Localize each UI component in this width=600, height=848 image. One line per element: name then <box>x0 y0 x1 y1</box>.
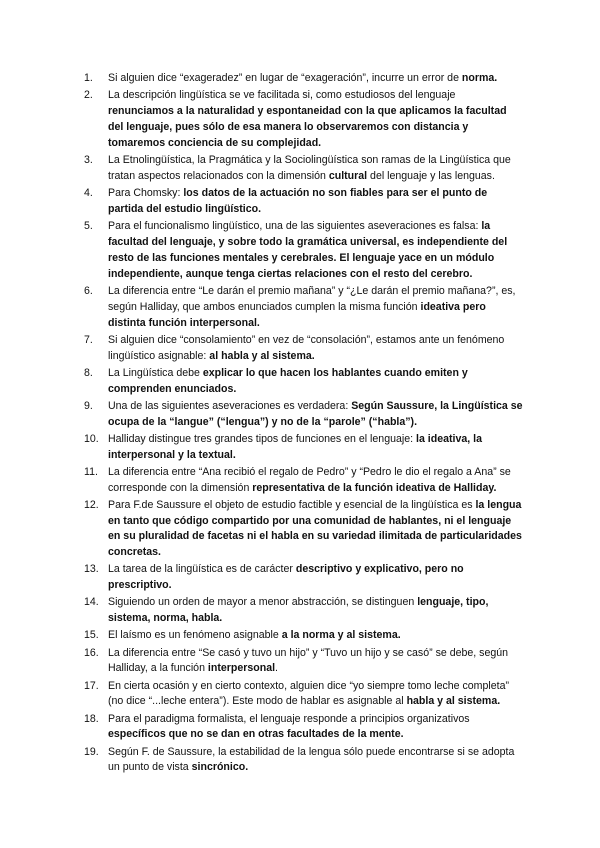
item-number: 4. <box>84 186 93 199</box>
list-item <box>84 628 524 644</box>
item-number: 17. <box>84 679 99 692</box>
list-item <box>84 646 524 678</box>
item-number: 1. <box>84 72 93 84</box>
item-number: 19. <box>84 745 99 758</box>
item-text: En cierta ocasión y en cierto contexto, alguien dice “yo siempre tomo leche completa” (no dice “...leche entera”). Este modo de hablar es asignable al <box>108 679 510 708</box>
item-bold-text: norma. <box>461 72 498 84</box>
item-bold-text: lenguaje, tipo, sistema, norma, habla. <box>108 596 489 625</box>
item-text: Si alguien dice “exageradez” en lugar de “exageración”, incurre un error de <box>108 72 462 84</box>
list-item <box>84 153 524 185</box>
item-number: 14. <box>84 596 99 609</box>
item-text: La Lingüística debe <box>108 366 203 379</box>
list-item <box>84 366 524 398</box>
item-text: La diferencia entre “Ana recibió el regalo de Pedro” y “Pedro le dio el regalo a Ana” se corresponde con la dimensión <box>108 465 511 494</box>
item-bold-text: la facultad del lenguaje, y sobre todo la gramática universal, es independiente del resto de las funciones mentales y cerebrales. El lenguaje yace en un módulo independiente, aunque tenga ciertas relaciones con el resto del cerebro. <box>108 219 508 280</box>
item-number: 15. <box>84 629 99 642</box>
list-item <box>84 88 524 152</box>
item-text: del lenguaje y las lenguas. <box>367 169 495 182</box>
item-number: 13. <box>84 563 99 576</box>
item-text: Para F.de Saussure el objeto de estudio factible y esencial de la lingüística es <box>108 498 476 511</box>
list-item <box>84 333 524 365</box>
item-number: 3. <box>84 153 93 166</box>
item-bold-text: interpersonal <box>207 662 276 675</box>
item-bold-text: ideativa pero distinta función interpersonal. <box>108 300 486 329</box>
item-bold-text: cultural <box>328 169 368 182</box>
item-text: La diferencia entre “Se casó y tuvo un hijo” y “Tuvo un hijo y se casó” se debe, según Halliday, a la función <box>108 646 509 675</box>
item-bold-text: la ideativa, la interpersonal y la textual. <box>108 432 482 461</box>
item-number: 2. <box>84 89 93 102</box>
item-text: Si alguien dice “consolamiento” en vez de “consolación”, estamos ante un fenómeno lingüístico asignable: <box>108 333 505 362</box>
item-bold-text: la lengua en tanto que código compartido por una comunidad de hablantes, ni el lenguaje en su pluralidad de facetas ni el habla en su variedad ilimitada de particularidades concretas. <box>108 498 522 559</box>
item-text: El laísmo es un fenómeno asignable <box>108 629 282 642</box>
item-number: 16. <box>84 646 99 659</box>
item-bold-text: descriptivo y explicativo, pero no prescriptivo. <box>108 563 464 592</box>
list-item <box>84 399 524 431</box>
item-bold-text: Según Saussure, la Lingüística se ocupa de la “langue” (“lengua”) y no de la “parole” (“habla”). <box>108 399 523 428</box>
item-text: Halliday distingue tres grandes tipos de funciones en el lenguaje: <box>108 432 417 445</box>
list-item <box>84 562 524 594</box>
item-bold-text: al habla y al sistema. <box>209 349 315 362</box>
item-bold-text: explicar lo que hacen los hablantes cuando emiten y comprenden enunciados. <box>108 366 468 395</box>
item-number: 11. <box>84 465 98 478</box>
item-text: Para el funcionalismo lingüístico, una de las siguientes aseveraciones es falsa: <box>108 219 482 232</box>
item-bold-text: representativa de la función ideativa de Halliday. <box>252 481 497 494</box>
question-list <box>84 71 524 778</box>
list-item <box>84 432 524 464</box>
item-text: Una de las siguientes aseveraciones es verdadera: <box>108 399 352 412</box>
list-item <box>84 219 524 283</box>
item-bold-text: sincrónico. <box>191 761 249 774</box>
item-bold-text: específicos que no se dan en otras facultades de la mente. <box>108 728 404 741</box>
list-item <box>84 498 524 562</box>
item-text: Según F. de Saussure, la estabilidad de la lengua sólo puede encontrarse si se adopta un punto de vista <box>108 745 515 774</box>
item-number: 7. <box>84 333 93 346</box>
item-text: La tarea de la lingüística es de carácter <box>108 563 296 576</box>
item-text: La diferencia entre “Le darán el premio mañana” y “¿Le darán el premio mañana?”, es, según Halliday, que ambos enunciados cumplen la misma función <box>108 284 516 313</box>
item-number: 6. <box>84 284 93 297</box>
item-number: 18. <box>84 712 99 725</box>
item-text: Siguiendo un orden de mayor a menor abstracción, se distinguen <box>108 596 418 609</box>
item-bold-text: renunciamos a la naturalidad y espontaneidad con la que aplicamos la facultad del lenguaje, pues sólo de esa manera lo observaremos con distancia y tomaremos conciencia de su complejidad. <box>108 105 507 149</box>
list-item <box>84 71 524 87</box>
item-text: La Etnolingüística, la Pragmática y la Sociolingüística son ramas de la Lingüística que tratan aspectos relacionados con la dimensión <box>108 153 511 182</box>
item-bold-text: a la norma y al sistema. <box>281 629 401 642</box>
item-text: La descripción lingüística se ve facilitada si, como estudiosos del lenguaje <box>108 89 456 102</box>
item-number: 10. <box>84 432 99 445</box>
item-number: 9. <box>84 399 93 412</box>
list-item <box>84 679 524 711</box>
item-bold-text: habla y al sistema. <box>406 695 501 708</box>
list-item <box>84 712 524 744</box>
item-number: 12. <box>84 498 99 511</box>
item-bold-text: los datos de la actuación no son fiables para ser el punto de partida del estudio lingüístico. <box>108 186 488 215</box>
list-item <box>84 465 524 497</box>
item-number: 8. <box>84 366 93 379</box>
list-item <box>84 745 524 777</box>
item-text: Para el paradigma formalista, el lenguaje responde a principios organizativos <box>108 712 470 725</box>
item-number: 5. <box>84 219 93 232</box>
item-text: Para Chomsky: <box>108 186 184 199</box>
list-item <box>84 284 524 332</box>
list-item <box>84 186 524 218</box>
list-item <box>84 595 524 627</box>
item-text: . <box>275 662 278 675</box>
